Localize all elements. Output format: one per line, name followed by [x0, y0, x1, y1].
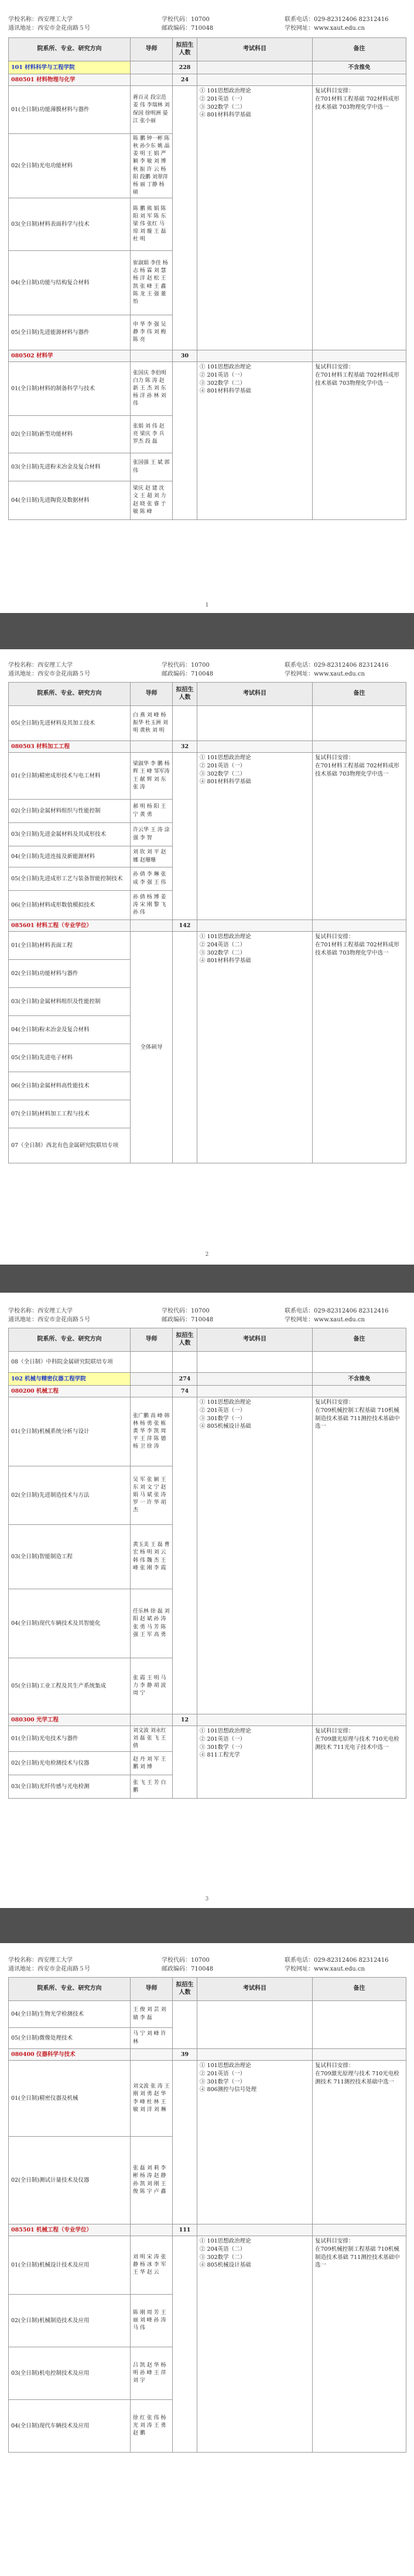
- retest-note: 复试科目安排： 在701材料工程基础 702材料成形技术基础 703物理化学中选一: [313, 932, 406, 1163]
- document-page-3: [0, 1293, 414, 1908]
- col-dept: 院系所、专业、研究方向: [9, 1328, 131, 1352]
- major-row: [9, 74, 406, 86]
- retest-note: 复试科目安排： 在709机械控制工程基础 710机械制造技术基础 711测控技术基础中选一: [313, 1397, 406, 1714]
- school-code: 学校代码：10700: [162, 1957, 210, 1964]
- direction-name: 04(全日制)现代车辆技术及应用: [9, 2400, 131, 2453]
- page-number: 1: [205, 602, 209, 608]
- direction-name: 05(全日制)微像处理技术: [9, 2028, 131, 2049]
- major-row: [9, 1386, 406, 1397]
- direction-name: 05(全日制)先进能源材料与器件: [9, 315, 131, 350]
- direction-name: 04(全日制)功能与结构复合材料: [9, 251, 131, 315]
- direction-name: 01(全日制)机械系统分析与设计: [9, 1397, 131, 1466]
- retest-note: 复试科目安排： 在709激光原理与技术 710光电检测技术 711测控技术基础中选一: [313, 2061, 406, 2224]
- col-subjects: 考试科目: [197, 38, 313, 61]
- school-name: 学校名称：西安理工大学: [8, 16, 73, 23]
- direction-name: 04(全日制)现代车辆技术及其智能化: [9, 1589, 131, 1658]
- address: 通讯地址：西安市金花南路５号: [8, 671, 90, 677]
- major-name: 080503 材料加工工程: [9, 741, 131, 753]
- contact-phone: 联系电话：029-82312406 82312416: [285, 16, 389, 23]
- col-note: 备注: [313, 683, 406, 706]
- exam-subjects: ① 101思想政治理论 ② 204英语（二） ③ 302数学（二） ④ 801材料科学基础: [197, 932, 313, 1163]
- direction-name: 03(全日制)智能制造工程: [9, 1525, 131, 1589]
- exam-subjects: ① 101思想政治理论 ② 201英语（一） ③ 302数学（二） ④ 801材料科学基础: [197, 753, 313, 920]
- direction-name: 06(全日制)金属材料高性能技术: [9, 1072, 131, 1100]
- direction-name: 02(全日制)机械制造技术及应用: [9, 2295, 131, 2347]
- exam-subjects: ① 101思想政治理论 ② 201英语（一） ③ 301数学（一） ④ 811工程光学: [197, 1726, 313, 1799]
- admissions-table: [8, 1977, 406, 2453]
- advisor-list: 孙 倩 李 琳 张 成 李 强 王 伟: [131, 867, 173, 891]
- advisor-all: 全体硕导: [131, 932, 173, 1163]
- advisor-list: 张国庆 李伯明 白力 陈 涛 赵 新 王 杰 刘 东 杨 洋 孙 林 刘 伟: [131, 362, 173, 416]
- col-advisor: 导师: [131, 1328, 173, 1352]
- advisor-list: 陈 鹏 熊 娟 陈 阳 刘 军 陈 东 梁 伟 张红 马 琼 刘 璇 王 磊 杜 明: [131, 198, 173, 251]
- advisor-list: 黄玉美 王 磊 曹 宏 杨 明 刘 云 韩 伟 魏 杰 王 峰 张 刚 李 霞: [131, 1525, 173, 1589]
- direction-name: 02(全日制)金属材料组织与性能控制: [9, 800, 131, 823]
- direction-name: 05(全日制)工业工程及其生产系统集成: [9, 1658, 131, 1714]
- major-name: 085601 材料工程（专业学位）: [9, 920, 131, 932]
- school-code: 学校代码：10700: [162, 1308, 210, 1314]
- col-plan: 拟招生人数: [173, 683, 197, 706]
- advisor-list: 刘 明 宋 涛 张 静 杨 冰 李 军 王 华 赵 云: [131, 2236, 173, 2295]
- direction-name: 04(全日制)粉末冶金及复合材料: [9, 1016, 131, 1044]
- advisor-list: 张 磊 刘 莉 李 彬 杨 涛 赵 静 孙 凯 刘 刚 王 俊 陈 宇 卢 鑫: [131, 2137, 173, 2224]
- college-name: 102 机械与精密仪器工程学院: [9, 1373, 131, 1386]
- college-name: 101 材料科学与工程学院: [9, 61, 131, 74]
- table-header-row: [9, 1978, 406, 2001]
- retest-note: 复试科目安排： 在709机械控制工程基础 710机械制造技术基础 711测控技术基础中选一: [313, 2236, 406, 2453]
- admissions-table: [8, 1328, 406, 1799]
- admissions-table: [8, 37, 406, 520]
- direction-name: 05(全日制)先进材料及其加工技术: [9, 706, 131, 741]
- retest-note: 复试科目安排： 在701材料工程基础 702材料成形技术基础 703物理化学中选一: [313, 362, 406, 520]
- major-total: 30: [173, 350, 197, 362]
- direction-row: [9, 932, 406, 960]
- direction-row: [9, 1397, 406, 1466]
- website[interactable]: 学校网址：www.xaut.edu.cn: [285, 671, 365, 677]
- advisor-list: 刘 钦 刘 平 赵娜 赵珊珊: [131, 846, 173, 867]
- major-name: 080501 材料物理与化学: [9, 74, 131, 86]
- website[interactable]: 学校网址：www.xaut.edu.cn: [285, 1966, 365, 1972]
- college-note: 不含推免: [313, 61, 406, 74]
- website[interactable]: 学校网址：www.xaut.edu.cn: [285, 1317, 365, 1323]
- advisor-list: 王 俊 刘 芸 刘 婧 李 磊: [131, 2001, 173, 2028]
- page-number: 2: [205, 1252, 209, 1258]
- document-page-4: [0, 1943, 414, 2576]
- postcode: 邮政编码：710048: [162, 1966, 214, 1972]
- direction-name: 03(全日制)光纤传感与光电检测: [9, 1775, 131, 1799]
- direction-name: 04(全日制)生物光学检测技术: [9, 2001, 131, 2028]
- school-name: 学校名称：西安理工大学: [8, 1957, 73, 1964]
- direction-name: 02(全日制)光电功能材料: [9, 134, 131, 198]
- direction-name: 05(全日制)先进成形工艺与装备智能控制技术: [9, 867, 131, 891]
- admissions-table: [8, 682, 406, 1163]
- direction-name: 03(全日制)金属材料组织及性能控制: [9, 988, 131, 1016]
- direction-name: 01(全日制)光电技术与器件: [9, 1726, 131, 1752]
- postcode: 邮政编码：710048: [162, 671, 214, 677]
- document-page-2: [0, 649, 414, 1265]
- retest-note: 复试科目安排： 在701材料工程基础 702材料成形技术基础 703物理化学中选一: [313, 86, 406, 350]
- school-code: 学校代码：10700: [162, 662, 210, 669]
- advisor-list: 刘文波 张 涛 王 刚 刘 勇 赵 华 李 峰 杜 林 王 敏 刘 洋 刘 琳: [131, 2061, 173, 2137]
- direction-row: [9, 1726, 406, 1752]
- direction-name: 04(全日制)先进陶瓷及数据材料: [9, 481, 131, 520]
- exam-subjects: ① 101思想政治理论 ② 201英语（一） ③ 302数学（二） ④ 801材料科学基础: [197, 86, 313, 350]
- col-advisor: 导师: [131, 38, 173, 61]
- major-row: [9, 2224, 406, 2236]
- contact-phone: 联系电话：029-82312406 82312416: [285, 1308, 389, 1314]
- school-name: 学校名称：西安理工大学: [8, 1308, 73, 1314]
- col-plan: 拟招生人数: [173, 1328, 197, 1352]
- table-header-row: [9, 683, 406, 706]
- advisor-list: 张 飞 王 芳 白 鹏: [131, 1775, 173, 1799]
- direction-name: 02(全日制)光电检测技术与仪器: [9, 1752, 131, 1775]
- major-total: 111: [173, 2224, 197, 2236]
- advisor-list: 郝 明 杨 阳 王 宁 黄 勇: [131, 800, 173, 823]
- advisor-list: 张娟 刘 伟 赵 亮 梁庆 李 兵 罗杰 段 磊: [131, 416, 173, 453]
- major-row: [9, 350, 406, 362]
- major-total: 32: [173, 741, 197, 753]
- exam-subjects: ① 101思想政治理论 ② 201英语（一） ③ 302数学（二） ④ 801材料科学基础: [197, 362, 313, 520]
- advisor-list: 张广鹏 高 峰 韩 林 杨 勇 张 栋 黄 华 李 凯 周 平 王 萍 陈 德 杨 卫 徐 涛: [131, 1397, 173, 1466]
- advisor-list: 白 燕 刘 峰 杨振华 杜玉洲 刘 明 黄秋 刘 明: [131, 706, 173, 741]
- col-subjects: 考试科目: [197, 683, 313, 706]
- advisor-list: 陈 鹏 钟一彬 陈 秋 孙少东 姚 晶 姜 明 王 娟 严 颖 李 敏 刘 博 秋 振 许 云 杨 阳 段鹏 刘翠萍 杨 丽 丁静 杨 硕: [131, 134, 173, 198]
- advisor-list: 张 霞 王 明 马 力 李 静 胡 波 周 宁: [131, 1658, 173, 1714]
- direction-name: 02(全日制)测试计量技术及仪器: [9, 2137, 131, 2224]
- direction-row: [9, 2236, 406, 2295]
- major-name: 080200 机械工程: [9, 1386, 131, 1397]
- college-row: [9, 1373, 406, 1386]
- college-row: [9, 61, 406, 74]
- document-page-1: [0, 0, 414, 613]
- college-total: 228: [173, 61, 197, 74]
- col-subjects: 考试科目: [197, 1328, 313, 1352]
- advisor-list: 申 华 李 强 吴 静 李 伟 刘 梅 陈 亮: [131, 315, 173, 350]
- major-row: [9, 2049, 406, 2061]
- direction-name: 03(全日制)机电控制技术及应用: [9, 2347, 131, 2400]
- direction-row: [9, 2061, 406, 2137]
- direction-name: 03(全日制)材料表面科学与技术: [9, 198, 131, 251]
- retest-note: 复试科目安排： 在701材料工程基础 702材料成形技术基础 703物理化学中选一: [313, 753, 406, 920]
- direction-name: 04(全日制)先进连接及新能源材料: [9, 846, 131, 867]
- direction-row: [9, 86, 406, 134]
- col-advisor: 导师: [131, 1978, 173, 2001]
- advisor-list: 孙 倩 杨 博 姜 涛 宋 刚 黎 飞 孙 伟: [131, 891, 173, 920]
- advisor-list: 崔淑娟 李佳 杨 志 杨 霖 刘 慧 杨 洋 赵 松 王 凯 张 峰 王 鑫 陈 龙 王 强 董 怡: [131, 251, 173, 315]
- major-name: 080502 材料学: [9, 350, 131, 362]
- direction-name: 01(全日制)材料的制备科学与技术: [9, 362, 131, 416]
- direction-name: 02(全日制)先进制造技术与方法: [9, 1466, 131, 1525]
- advisor-list: 陈 刚 周 芳 王 丽 刘 峰 孙 涛 马 伟: [131, 2295, 173, 2347]
- major-row: [9, 920, 406, 932]
- college-note: 不含推免: [313, 1373, 406, 1386]
- exam-subjects: ① 101思想政治理论 ② 201英语（一） ③ 301数学（一） ④ 805机械设计基础: [197, 1397, 313, 1714]
- advisor-list: 马 宁 刘 峰 许 林: [131, 2028, 173, 2049]
- direction-name: 01(全日制)材料表面工程: [9, 932, 131, 960]
- direction-name: 01(全日制)精密成形技术与电工材料: [9, 753, 131, 800]
- advisor-list: 梁淑华 李 鹏 杨 辉 王 峰 邹军涛 王 献 辉 刘 东 张 涛: [131, 753, 173, 800]
- address: 通讯地址：西安市金花南路５号: [8, 1317, 90, 1323]
- direction-name: 01(全日制)功能薄膜材料与器件: [9, 86, 131, 134]
- major-total: 39: [173, 2049, 197, 2061]
- direction-name: 02(全日制)功能材料与器件: [9, 960, 131, 988]
- major-name: 080400 仪器科学与技术: [9, 2049, 131, 2061]
- col-dept: 院系所、专业、研究方向: [9, 683, 131, 706]
- direction-row: [9, 1352, 406, 1373]
- col-plan: 拟招生人数: [173, 38, 197, 61]
- major-total: 12: [173, 1714, 197, 1726]
- direction-name: 05(全日制)先进电子材料: [9, 1044, 131, 1072]
- col-note: 备注: [313, 38, 406, 61]
- direction-row: [9, 753, 406, 800]
- col-dept: 院系所、专业、研究方向: [9, 1978, 131, 2001]
- direction-name: 07(全日制)材料加工工程与技术: [9, 1100, 131, 1128]
- direction-name: 01(全日制)精密仪器及机械: [9, 2061, 131, 2137]
- school-name: 学校名称：西安理工大学: [8, 662, 73, 669]
- table-header-row: [9, 1328, 406, 1352]
- contact-phone: 联系电话：029-82312406 82312416: [285, 1957, 389, 1964]
- table-header-row: [9, 38, 406, 61]
- major-row: [9, 1714, 406, 1726]
- major-name: 085501 机械工程（专业学位）: [9, 2224, 131, 2236]
- advisor-list: 梁庆 赵 建 沈 文 王 超 刘 力 赵 晓 张 睿 于 敏 陈 峰: [131, 481, 173, 520]
- direction-name: 07（全日制）西北有色金属研究院联培专项: [9, 1128, 131, 1163]
- page-number: 3: [205, 1896, 209, 1902]
- advisor-list: 赵 丹 刘 军 王 鹏 刘 博: [131, 1752, 173, 1775]
- postcode: 邮政编码：710048: [162, 1317, 214, 1323]
- advisor-list: 任乐林 徐 磊 刘 阳 赵 斌 孙 涛 张 勇 马 芳 陈 强 王 军 高 勇: [131, 1589, 173, 1658]
- website[interactable]: 学校网址：www.xaut.edu.cn: [285, 25, 365, 32]
- direction-name: 08（全日制）中科院金属研究院联培专项: [9, 1352, 131, 1373]
- direction-name: 03(全日制)先进金属材料及其成形技术: [9, 823, 131, 846]
- col-note: 备注: [313, 1978, 406, 2001]
- major-total: 142: [173, 920, 197, 932]
- school-code: 学校代码：10700: [162, 16, 210, 23]
- direction-name: 01(全日制)机械设计技术及应用: [9, 2236, 131, 2295]
- direction-row: [9, 706, 406, 741]
- major-name: 080300 光学工程: [9, 1714, 131, 1726]
- contact-phone: 联系电话：029-82312406 82312416: [285, 662, 389, 669]
- major-total: 24: [173, 74, 197, 86]
- advisor-list: 吕 凯 赵 华 杨 明 孙 峰 王 萍 刘 宇: [131, 2347, 173, 2400]
- col-advisor: 导师: [131, 683, 173, 706]
- direction-row: [9, 2001, 406, 2028]
- col-dept: 院系所、专业、研究方向: [9, 38, 131, 61]
- advisor-list: 张国强 王 斌 郭 伟: [131, 453, 173, 481]
- advisor-list: 吴 军 张 颖 王 东 刘 文 宁 赵 娟 马 斌 张 涛 罗 一 许 华 胡 杰: [131, 1466, 173, 1525]
- col-note: 备注: [313, 1328, 406, 1352]
- direction-row: [9, 362, 406, 416]
- advisor-list: 蒋百灵 段宗范 姜 伟 李瑞林 刘保国 徐明洲 晏江 张小丽: [131, 86, 173, 134]
- advisor-list: 许云华 王 涛 涂 强 李 智: [131, 823, 173, 846]
- address: 通讯地址：西安市金花南路５号: [8, 1966, 90, 1972]
- college-total: 274: [173, 1373, 197, 1386]
- direction-name: 03(全日制)先进粉末冶金及复合材料: [9, 453, 131, 481]
- direction-name: 06(全日制)材料成形数值模拟技术: [9, 891, 131, 920]
- major-total: 74: [173, 1386, 197, 1397]
- major-row: [9, 741, 406, 753]
- exam-subjects: ① 101思想政治理论 ② 204英语（二） ③ 302数学（二） ④ 805机械设计基础: [197, 2236, 313, 2453]
- exam-subjects: ① 101思想政治理论 ② 201英语（一） ③ 301数学（一） ④ 806测控与信号处理: [197, 2061, 313, 2224]
- advisor-list: 徐 红 张 伟 杨 光 刘 涛 王 勇 赵 鹏: [131, 2400, 173, 2453]
- direction-name: 02(全日制)新型功能材料: [9, 416, 131, 453]
- col-plan: 拟招生人数: [173, 1978, 197, 2001]
- col-subjects: 考试科目: [197, 1978, 313, 2001]
- advisor-list: 刘文波 刘永红 刘 磊 张 飞 王 倩: [131, 1726, 173, 1752]
- address: 通讯地址：西安市金花南路５号: [8, 25, 90, 32]
- retest-note: 复试科目安排： 在709激光原理与技术 710光电检测技术 711光电子技术中选一: [313, 1726, 406, 1799]
- postcode: 邮政编码：710048: [162, 25, 214, 32]
